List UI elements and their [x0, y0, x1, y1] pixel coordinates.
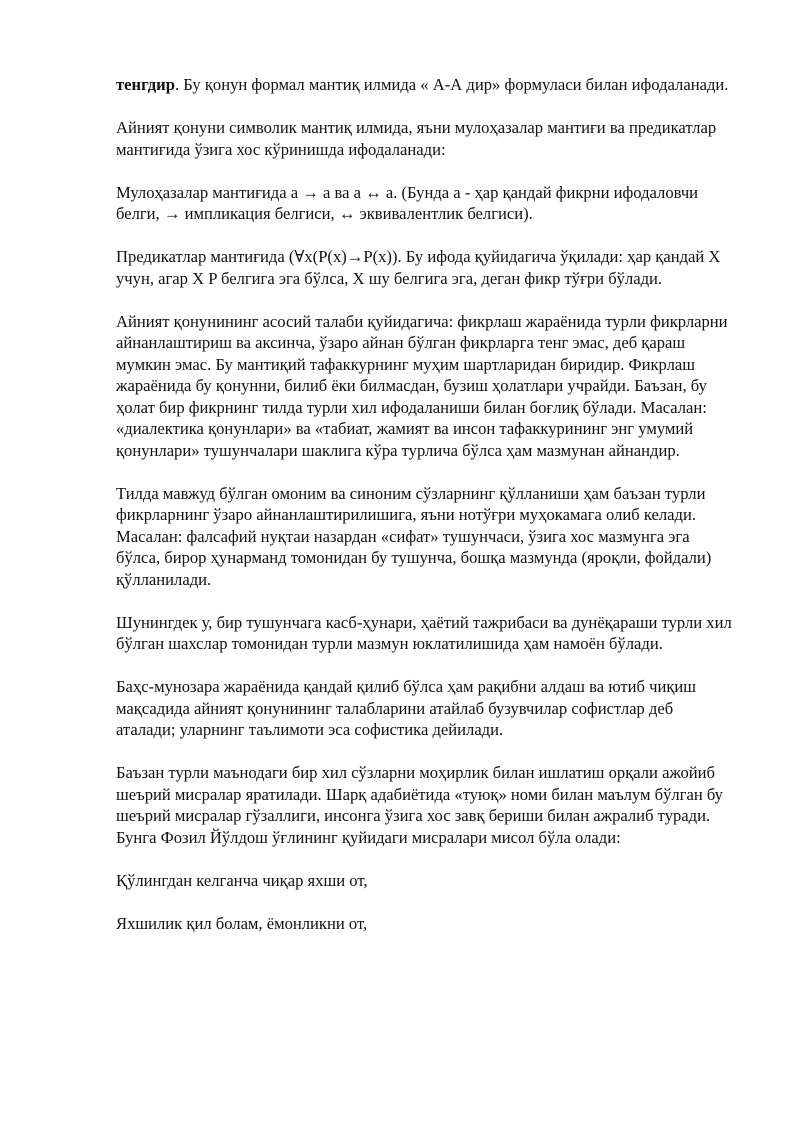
paragraph-1: [116, 74, 736, 96]
paragraph-2: Айният қонуни символик мантиқ илмида, яъни мулоҳазалар мантиғи ва предикатлар мантиғида ўзига хос кўринишда ифодаланади:: [116, 118, 717, 159]
verse-line-2: Яхшилик қил болам, ёмонликни от,: [116, 913, 368, 933]
paragraph-6: Тилда мавжуд бўлган омоним ва синоним сўзларнинг қўлланиши ҳам баъзан турли фикрларнинг ўзаро айнанлаштирилишига, яъни нотўғри муҳокамага олиб келади. Масалан: фалсафий нуқтаи назардан «сифат» тушунчаси, ўзига хос мазмунга эга бўлса, бирор ҳунарманд томонидан бу тушунча, бошқа мазмунда (яроқли, фойдали) қўлланилади.: [116, 483, 712, 589]
paragraph-8: Баҳс-мунозара жараёнида қандай қилиб бўлса ҳам рақибни алдаш ва ютиб чиқиш мақсадида айният қонунининг талабларини атайлаб бузувчилар софистлар деб аталади; уларнинг таълимоти эса софистика дейилади.: [116, 677, 697, 739]
bold-term: тенгдир: [116, 75, 175, 94]
paragraph-4: Предикатлар мантиғида (∀x(P(x)→P(x)). Бу ифода қуйидагича ўқилади: ҳар қандай X учун, агар X P белгига эга бўлса, X шу белгига эга, деган фикр тўғри бўлади.: [116, 247, 721, 288]
verse-line-1: Қўлингдан келганча чиқар яхши от,: [116, 870, 368, 890]
document-body: [116, 74, 736, 956]
paragraph-9: Баъзан турли маънодаги бир хил сўзларни моҳирлик билан ишлатиш орқали ажойиб шеърий мисралар яратилади. Шарқ адабиётида «туюқ» номи билан маълум бўлган бу шеърий мисралар гўзаллиги, инсонга ўзига хос завқ бериши билан ажралиб туради. Бунга Фозил Йўлдош ўғлининг қуйидаги мисралари мисол бўла олади:: [116, 763, 723, 847]
paragraph-7: Шунингдек у, бир тушунчага касб-ҳунари, ҳаётий тажрибаси ва дунёқараши турли хил бўлган шахслар томонидан турли мазмун юклатилишида ҳам намоён бўлади.: [116, 612, 732, 653]
paragraph-5: Айният қонунининг асосий талаби қуйидагича: фикрлаш жараёнида турли фикрларни айнанлаштириш ва аксинча, ўзаро айнан бўлган фикрларга тенг эмас, деб қараш мумкин эмас. Бу мантиқий тафаккурнинг муҳим шартларидан биридир. Фикрлаш жараёнида бу қонунни, билиб ёки билмасдан, бузиш ҳолатлари учрайди. Баъзан, бу ҳолат бир фикрнинг тилда турли хил ифодаланиши билан боғлиқ бўлади. Масалан: «диалектика қонунлари» ва «табиат, жамият ва инсон тафаккурининг энг умумий қонунлари» тушунчалари шаклига кўра турлича бўлса ҳам мазмунан айнандир.: [116, 311, 728, 460]
paragraph-1-text: . Бу қонун формал мантиқ илмида « А-А дир» формуласи билан ифодаланади.: [174, 75, 729, 94]
paragraph-3: Мулоҳазалар мантиғида а → а ва а ↔ а. (Бунда а - ҳар қандай фикрни ифодаловчи белги, → импликация белгиси, ↔ эквивалентлик белгиси).: [116, 182, 699, 223]
